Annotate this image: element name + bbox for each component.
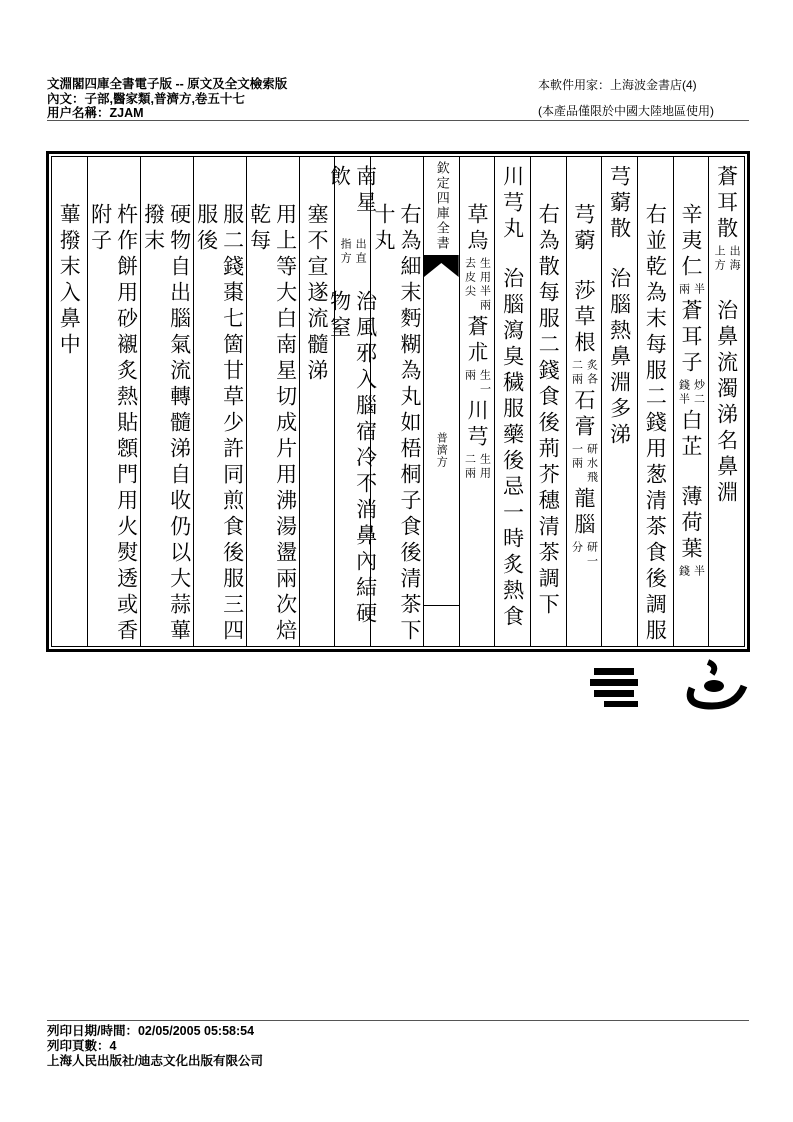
main-text: 草烏: [464, 203, 489, 255]
main-text: 治腦瀉臭穢服藥後忌一時炙熱食: [500, 267, 525, 631]
header-info: [47, 77, 287, 121]
header-license: [538, 77, 714, 119]
footer-divider: [47, 1020, 749, 1021]
annotation-right: 出直: [354, 238, 368, 267]
main-text: 石膏: [571, 389, 596, 441]
text-column: [637, 157, 673, 646]
text-column: [140, 157, 193, 646]
annotation-left: 一兩: [570, 443, 584, 471]
main-text: 服二錢棗七箇甘草少許同煎食後服三四服後: [194, 203, 245, 645]
text-column: [494, 157, 530, 646]
text-column: [459, 157, 495, 646]
center-divider: [424, 605, 459, 606]
annotation-right: 研水飛: [585, 443, 599, 485]
annotation: [677, 379, 704, 407]
annotation-right: 生用: [478, 453, 492, 481]
main-text: 右並乾為末每服二錢用葱清茶食後調服: [643, 203, 668, 645]
text-column: [52, 157, 87, 646]
annotation: [463, 453, 490, 481]
annotation-right: 生用半兩: [478, 257, 492, 313]
siku-logo-icon: [590, 668, 638, 707]
annotation: [570, 541, 597, 569]
text-column: [566, 157, 602, 646]
annotation-right: 炒二: [692, 379, 706, 407]
annotation: [570, 443, 597, 485]
annotation-right: 生一: [478, 369, 492, 397]
text-column: [601, 157, 637, 646]
fishtail-icon: [424, 255, 459, 277]
main-text: 治腦熱鼻淵多涕: [607, 267, 632, 449]
annotation: [463, 369, 490, 397]
annotation-left: 錢半: [677, 379, 691, 407]
annotation-left: 上方: [713, 245, 727, 273]
header-user: 用户名稱：ZJAM: [47, 106, 144, 120]
main-text: 杵作餅用砂襯炙熱貼顖門用火熨透或香附子: [88, 203, 139, 645]
main-text: 川芎丸: [500, 165, 525, 243]
text-column: [299, 157, 335, 646]
main-text: 莎草根: [571, 279, 596, 357]
main-text: 右為散每服二錢食後荊芥穗清茶調下: [536, 203, 561, 619]
annotation: [570, 359, 597, 387]
main-text: 塞不宣遂流髓涕: [304, 203, 329, 385]
main-text: 蒼朮: [464, 315, 489, 367]
main-text: 硬物自出腦氣流轉髓涕自收仍以大蒜蓽撥末: [141, 203, 192, 645]
text-columns: [51, 156, 745, 647]
main-text: 用上等大白南星切成片用沸湯盪兩次焙乾每: [247, 203, 298, 645]
text-column: [193, 157, 246, 646]
print-page-count: 列印頁數：4: [47, 1039, 117, 1053]
annotation-left: 兩: [463, 369, 477, 383]
print-datetime: 列印日期/時間：02/05/2005 05:58:54: [47, 1024, 255, 1038]
main-text: 蓽撥末入鼻中: [57, 203, 82, 359]
text-column: [246, 157, 299, 646]
header-divider: [47, 120, 749, 121]
dizhi-logo-icon: [690, 662, 744, 706]
annotation: [677, 565, 704, 579]
annotation-left: 二兩: [570, 359, 584, 387]
main-text: 川芎: [464, 399, 489, 451]
header-section: 內文：子部,醫家類,普濟方,卷五十七: [47, 91, 245, 106]
main-text: 辛夷仁: [678, 203, 703, 281]
publisher-logos: [590, 660, 750, 712]
annotation-left: 分: [570, 541, 584, 555]
text-column: [673, 157, 709, 646]
annotation-right: 出海: [728, 245, 742, 273]
text-column: [530, 157, 566, 646]
annotation-left: 指方: [339, 238, 353, 267]
main-text: 南星飲: [327, 165, 378, 217]
annotation-left: 去皮尖: [463, 257, 477, 299]
annotation: [339, 238, 366, 266]
main-text: 治風邪入腦宿冷不消鼻內結硬物窒: [327, 290, 378, 629]
annotation-right: 半: [692, 565, 706, 579]
main-text: 龍腦: [571, 487, 596, 539]
annotation-left: 兩: [677, 283, 691, 297]
book-subtitle: 普濟方: [435, 432, 449, 468]
page-frame: [46, 151, 750, 652]
annotation-left: 二兩: [463, 453, 477, 481]
text-column: [327, 157, 378, 646]
header-title: 文淵閣四庫全書電子版 -- 原文及全文檢索版: [47, 77, 288, 91]
main-text: 芎藭散: [607, 165, 632, 243]
center-margin-column: [423, 157, 459, 646]
annotation: [677, 283, 704, 297]
header-licensee: 本軟件用家：上海波金書店(4): [538, 78, 697, 92]
annotation-right: 研一: [585, 541, 599, 569]
header-region-note: (本產品僅限於中國大陸地區使用): [538, 104, 714, 118]
annotation: [713, 245, 740, 273]
main-text: 蒼耳散: [714, 165, 739, 243]
main-text: 芎藭: [571, 203, 596, 255]
annotation-right: 半: [692, 283, 706, 297]
main-text: 薄荷葉: [678, 485, 703, 563]
annotation-left: 錢: [677, 565, 691, 579]
main-text: 白芷: [678, 409, 703, 461]
main-text: 右為細末麪糊為丸如梧桐子食後清茶下十丸: [371, 203, 422, 645]
text-column: [708, 157, 744, 646]
main-text: 治鼻流濁涕名鼻淵: [714, 299, 739, 507]
main-text: 蒼耳子: [678, 299, 703, 377]
annotation: [463, 257, 490, 313]
annotation-right: 炙各: [585, 359, 599, 387]
footer-info: [47, 1024, 263, 1069]
book-title: 欽定四庫全書: [433, 161, 449, 251]
publisher: 上海人民出版社/迪志文化出版有限公司: [47, 1054, 263, 1068]
text-column: [87, 157, 140, 646]
